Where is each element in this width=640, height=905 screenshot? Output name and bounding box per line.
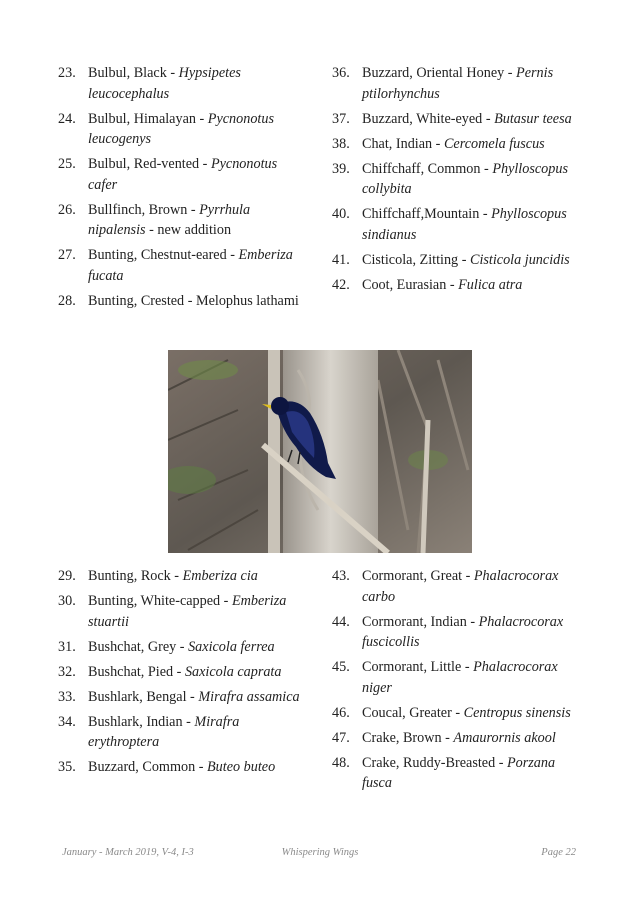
common-name: Bushchat, Pied - bbox=[88, 663, 185, 680]
entry-number: 43. bbox=[332, 568, 350, 584]
entry-text bbox=[362, 728, 582, 749]
species-entry bbox=[332, 204, 582, 245]
entry-number: 23. bbox=[58, 65, 76, 81]
scientific-name: Saxicola caprata bbox=[184, 663, 282, 680]
scientific-name: Phylloscopus sindianus bbox=[362, 206, 567, 243]
species-entry bbox=[58, 154, 308, 195]
scientific-name: Cercomela fuscus bbox=[443, 135, 545, 152]
species-entry bbox=[58, 591, 308, 632]
scientific-name: Cisticola juncidis bbox=[469, 251, 570, 268]
common-name: Buzzard, White-eyed - bbox=[362, 110, 495, 127]
species-entry bbox=[332, 566, 582, 607]
entry-number: 30. bbox=[58, 593, 76, 609]
footer-issue: January - March 2019, V-4, I-3 bbox=[62, 847, 194, 858]
common-name: Buzzard, Oriental Honey - bbox=[362, 65, 517, 81]
scientific-name: Phalacrocorax carbo bbox=[362, 568, 559, 605]
scientific-name: Phalacrocorax fuscicollis bbox=[362, 613, 564, 650]
common-name: Bulbul, Himalayan - bbox=[88, 110, 208, 127]
species-entry bbox=[332, 109, 582, 130]
common-name: Bulbul, Red-vented - bbox=[88, 156, 211, 172]
entry-text bbox=[362, 159, 582, 200]
entry-text bbox=[88, 757, 308, 778]
species-entry bbox=[58, 712, 308, 753]
entry-number: 27. bbox=[58, 247, 76, 263]
scientific-name: Buteo buteo bbox=[207, 759, 276, 775]
species-entry bbox=[332, 159, 582, 200]
entry-text bbox=[88, 712, 308, 753]
common-name: Bullfinch, Brown - bbox=[88, 201, 200, 218]
entry-number: 25. bbox=[58, 156, 76, 172]
species-entry bbox=[332, 275, 582, 296]
footer-publication: Whispering Wings bbox=[281, 847, 359, 858]
common-name: Bunting, Crested - Melophus lathami bbox=[88, 292, 299, 309]
common-name: Crake, Brown - bbox=[362, 729, 454, 746]
common-name: Bulbul, Black - bbox=[88, 65, 179, 81]
scientific-name: Pernis ptilorhynchus bbox=[362, 65, 554, 102]
scientific-name: Emberiza cia bbox=[182, 568, 258, 584]
species-entry bbox=[58, 637, 308, 658]
entry-number: 47. bbox=[332, 729, 350, 746]
entry-number: 32. bbox=[58, 663, 76, 680]
entry-text bbox=[362, 566, 582, 607]
entry-number: 29. bbox=[58, 568, 76, 584]
entry-text bbox=[362, 753, 582, 794]
common-name: Coucal, Greater - bbox=[362, 704, 464, 721]
entry-text bbox=[88, 245, 308, 286]
scientific-name: Mirafra erythroptera bbox=[88, 713, 240, 750]
scientific-name: Amaurornis akool bbox=[453, 729, 556, 746]
entry-text bbox=[362, 63, 582, 104]
common-name: Buzzard, Common - bbox=[88, 759, 207, 775]
entry-text bbox=[362, 657, 582, 698]
entry-number: 46. bbox=[332, 704, 350, 721]
entry-number: 45. bbox=[332, 659, 350, 675]
entry-text bbox=[88, 200, 308, 241]
species-list-top-left bbox=[58, 63, 308, 316]
entry-number: 24. bbox=[58, 110, 76, 127]
entry-number: 39. bbox=[332, 160, 350, 177]
common-name: Coot, Eurasian - bbox=[362, 276, 459, 293]
species-entry bbox=[332, 63, 582, 104]
scientific-name: Emberiza fucata bbox=[88, 247, 293, 284]
common-name: Bunting, White-capped - bbox=[88, 593, 232, 609]
common-name: Cormorant, Great - bbox=[362, 568, 474, 584]
entry-text bbox=[88, 154, 308, 195]
common-name: Chiffchaff, Common - bbox=[362, 160, 493, 177]
species-entry bbox=[332, 753, 582, 794]
species-entry bbox=[58, 687, 308, 708]
common-name: Cormorant, Indian - bbox=[362, 613, 479, 630]
species-entry bbox=[58, 245, 308, 286]
scientific-name: Saxicola ferrea bbox=[188, 638, 275, 655]
entry-text bbox=[362, 250, 582, 271]
entry-text bbox=[88, 687, 308, 708]
entry-text bbox=[362, 134, 582, 155]
common-name: Bushlark, Bengal - bbox=[88, 688, 199, 705]
entry-text bbox=[88, 291, 308, 312]
species-entry bbox=[58, 291, 308, 312]
species-entry bbox=[58, 63, 308, 104]
entry-text bbox=[88, 637, 308, 658]
footer-page-number: Page 22 bbox=[541, 847, 576, 858]
entry-number: 41. bbox=[332, 251, 350, 268]
scientific-name: Hypsipetes leucocephalus bbox=[88, 65, 241, 102]
scientific-name: Mirafra assamica bbox=[198, 688, 300, 705]
scientific-name: Porzana fusca bbox=[362, 754, 556, 791]
species-entry bbox=[332, 134, 582, 155]
scientific-name: Emberiza stuartii bbox=[88, 593, 287, 630]
species-entry bbox=[332, 728, 582, 749]
bird-photo bbox=[168, 350, 472, 553]
common-name: Bunting, Chestnut-eared - bbox=[88, 247, 239, 263]
common-name: Chiffchaff,Mountain - bbox=[362, 206, 492, 222]
entry-number: 26. bbox=[58, 201, 76, 218]
scientific-name: Pycnonotus leucogenys bbox=[88, 110, 274, 147]
species-entry bbox=[332, 250, 582, 271]
common-name: Cisticola, Zitting - bbox=[362, 251, 470, 268]
common-name: Bushchat, Grey - bbox=[88, 638, 189, 655]
scientific-name: Pycnonotus cafer bbox=[88, 156, 278, 193]
entry-text bbox=[362, 612, 582, 653]
species-list-top-right bbox=[332, 63, 582, 300]
scientific-name: Phylloscopus collybita bbox=[362, 160, 568, 197]
entry-text bbox=[362, 204, 582, 245]
entry-number: 48. bbox=[332, 754, 350, 771]
entry-note: - new addition bbox=[145, 222, 232, 238]
common-name: Bushlark, Indian - bbox=[88, 713, 195, 730]
species-list-bottom-left bbox=[58, 566, 308, 782]
entry-number: 38. bbox=[332, 135, 350, 152]
species-entry bbox=[58, 566, 308, 587]
species-entry bbox=[332, 703, 582, 724]
entry-number: 35. bbox=[58, 759, 76, 775]
species-entry bbox=[58, 200, 308, 241]
common-name: Crake, Ruddy-Breasted - bbox=[362, 754, 507, 771]
entry-number: 31. bbox=[58, 638, 76, 655]
common-name: Chat, Indian - bbox=[362, 135, 444, 152]
entry-text bbox=[88, 566, 308, 587]
entry-text bbox=[362, 703, 582, 724]
entry-text bbox=[88, 662, 308, 683]
entry-number: 33. bbox=[58, 688, 76, 705]
scientific-name: Pyrrhula nipalensis bbox=[88, 201, 251, 238]
scientific-name: Centropus sinensis bbox=[463, 704, 571, 721]
common-name: Cormorant, Little - bbox=[362, 659, 474, 675]
entry-text bbox=[362, 275, 582, 296]
species-entry bbox=[332, 657, 582, 698]
entry-number: 42. bbox=[332, 276, 350, 293]
blue-whistling-thrush-image bbox=[168, 350, 472, 553]
scientific-name: Fulica atra bbox=[458, 276, 523, 293]
scientific-name: Phalacrocorax niger bbox=[362, 659, 558, 696]
entry-number: 36. bbox=[332, 65, 350, 81]
entry-text bbox=[362, 109, 582, 130]
entry-number: 40. bbox=[332, 206, 350, 222]
entry-number: 44. bbox=[332, 613, 350, 630]
entry-text bbox=[88, 591, 308, 632]
entry-text bbox=[88, 109, 308, 150]
common-name: Bunting, Rock - bbox=[88, 568, 183, 584]
entry-number: 34. bbox=[58, 713, 76, 730]
species-entry bbox=[58, 109, 308, 150]
species-entry bbox=[58, 662, 308, 683]
species-list-bottom-right bbox=[332, 566, 582, 798]
species-entry bbox=[58, 757, 308, 778]
entry-number: 28. bbox=[58, 292, 76, 309]
entry-text bbox=[88, 63, 308, 104]
species-entry bbox=[332, 612, 582, 653]
entry-number: 37. bbox=[332, 110, 350, 127]
scientific-name: Butasur teesa bbox=[494, 110, 572, 127]
